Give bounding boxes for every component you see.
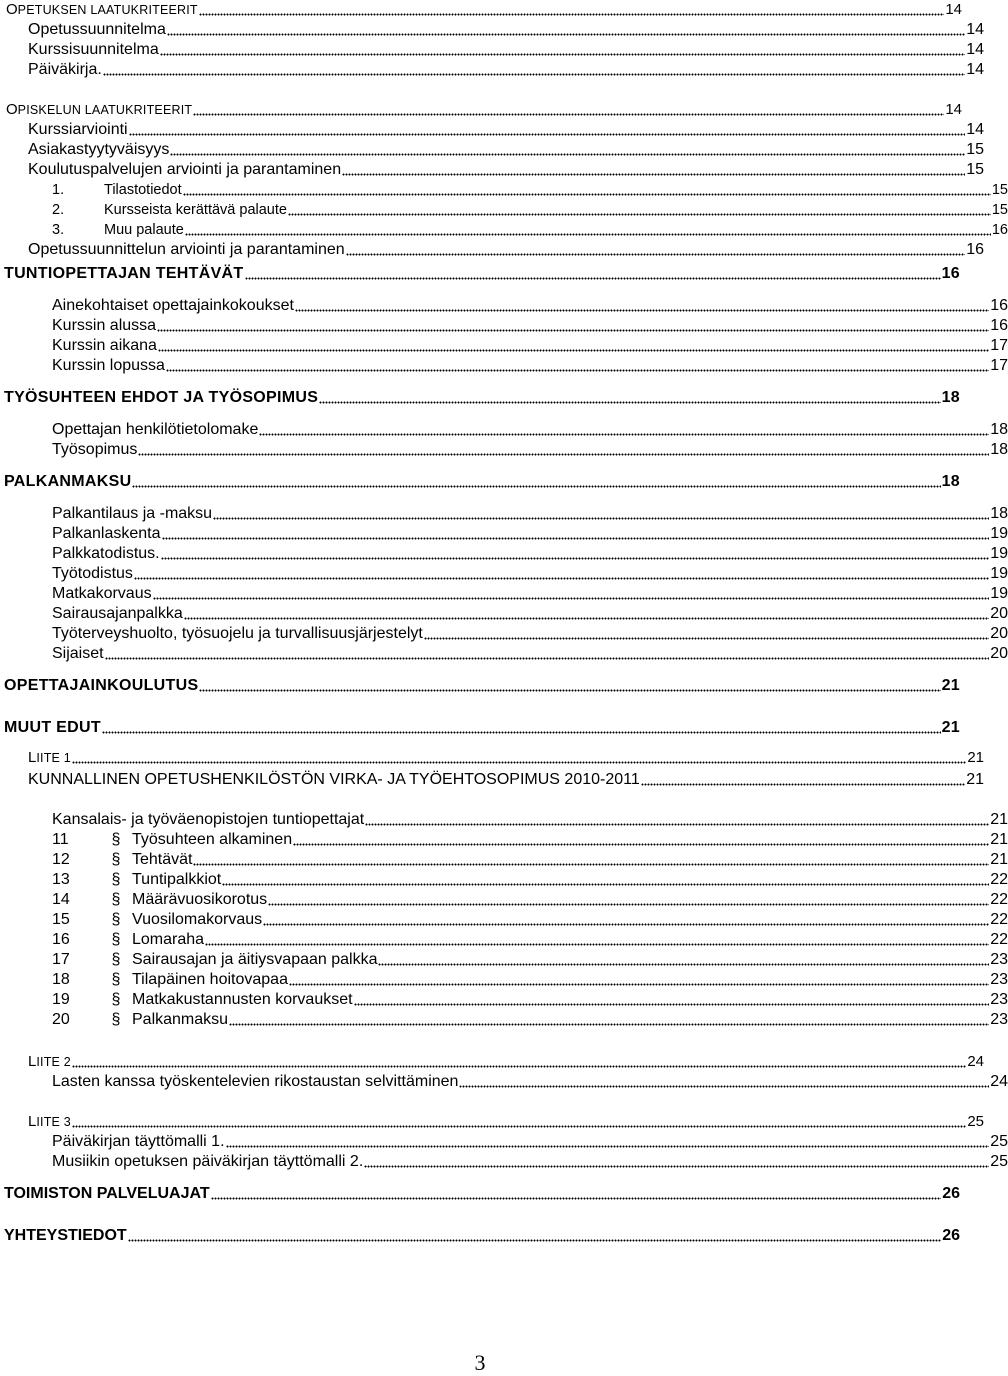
toc-entry-title [28,749,71,767]
dot-leader [424,626,989,640]
toc-page-number: 22 [990,871,1008,888]
toc-page-number: 19 [990,545,1008,562]
toc-entry-number: 14 [52,891,70,908]
toc-entry-number: 16 [52,931,70,948]
toc-entry[interactable] [0,676,960,695]
toc-page-number: 22 [990,891,1008,908]
toc-entry-title [52,831,292,849]
toc-page-number: 16 [991,222,1008,238]
dot-leader [319,390,940,404]
toc-entry-title [52,421,258,439]
toc-entry-title [4,1227,127,1245]
toc-page-number: 14 [966,41,984,58]
toc-entry-text: Kurssin lopussa [52,357,165,374]
toc-entry-title [28,1113,71,1131]
toc-entry-number: 2. [52,202,65,218]
toc-page-number: 15 [966,141,984,158]
toc-page-number: 25 [990,1153,1008,1170]
toc-page-number: 23 [990,971,1008,988]
toc-page-number: 14 [966,121,984,138]
toc-entry[interactable] [0,40,984,59]
toc-page-number: 19 [990,585,1008,602]
toc-page-number: 25 [967,1113,984,1130]
toc-entry[interactable] [0,850,1008,869]
toc-title-rest: PETUKSEN LAATUKRITEERIT [17,3,198,17]
toc-entry-text: Kurssiarviointi [28,121,128,138]
toc-entry-title [52,505,212,523]
toc-entry-text: Opetussuunnittelun arviointi ja parantaminen [28,241,345,258]
toc-entry[interactable] [0,830,1008,849]
toc-entry-text: Kursseista kerättävä palaute [104,202,287,218]
toc-entry-title [28,141,169,159]
toc-entry-title [4,719,101,737]
dot-leader [211,1186,942,1200]
toc-page-number: 21 [941,677,960,694]
dot-leader [128,1228,942,1242]
toc-entry[interactable] [0,1152,1008,1171]
toc-entry-title [4,1185,210,1203]
dot-leader [103,62,965,76]
toc-entry-text: YHTEYSTIEDOT [4,1227,127,1244]
toc-entry[interactable] [0,1132,1008,1151]
toc-entry[interactable] [0,524,1008,543]
toc-entry-text: Sairausajanpalkka [52,605,183,622]
dot-leader [245,266,941,280]
dot-leader [295,298,989,312]
toc-page-number: 21 [941,719,960,736]
toc-entry-text: Sijaiset [52,645,104,662]
toc-entry-text: Musiikin opetuksen päiväkirjan täyttömalli 2. [52,1153,364,1170]
dot-leader [226,1134,990,1148]
toc-page-number: 21 [966,771,984,788]
section-sign: § [111,851,121,868]
toc-entry[interactable] [0,1072,1008,1091]
toc-entry-text: Opettajan henkilötietolomake [52,421,259,438]
toc-entry-text: Sairausajan ja äitiysvapaan palkka [132,951,378,968]
toc-entry-title [52,1133,225,1151]
toc-page-number: 18 [990,505,1008,522]
toc-entry[interactable] [0,1052,984,1071]
dot-leader [263,912,989,926]
toc-page-number: 18 [990,421,1008,438]
section-sign: § [111,831,121,848]
toc-page-number: 21 [990,831,1008,848]
toc-entry[interactable] [0,718,960,737]
toc-entry-title [28,241,345,259]
toc-page-number: 17 [990,337,1008,354]
dot-leader [167,22,965,36]
toc-entry[interactable] [0,950,1008,969]
toc-entry[interactable] [0,420,1008,439]
toc-entry-title [28,21,166,39]
toc-entry-title [52,625,423,643]
toc-entry-text: Asiakastyytyväisyys [28,141,170,158]
toc-entry-title [52,1011,228,1029]
toc-page-number: 16 [990,297,1008,314]
toc-page-number: 19 [990,565,1008,582]
toc-entry-text: Kurssisuunnitelma [28,41,159,58]
toc-entry[interactable] [0,890,1008,909]
toc-title-rest: PISKELUN LAATUKRITEERIT [17,103,193,117]
toc-title-rest: IITE 2 [36,1055,71,1069]
toc-entry-text: Kurssin alussa [52,317,157,334]
toc-page-number: 17 [990,357,1008,374]
dot-leader [354,992,990,1006]
toc-page-number: 23 [990,1011,1008,1028]
toc-entry[interactable] [0,644,1008,663]
dot-leader [72,1114,966,1128]
dot-leader [72,750,966,764]
toc-entry[interactable] [0,544,1008,563]
dot-leader [213,506,989,520]
toc-entry-text: Työtodistus [52,565,133,582]
dot-leader [293,832,989,846]
dot-leader [153,586,990,600]
toc-entry[interactable] [0,240,984,259]
toc-entry-title [52,891,267,909]
toc-entry[interactable] [0,910,1008,929]
section-sign: § [111,1011,121,1028]
toc-title-initial: O [6,101,18,118]
toc-title-rest: IITE 3 [36,1115,71,1129]
page-number: 3 [474,1350,486,1375]
toc-entry[interactable] [0,1226,960,1245]
toc-entry-title [52,297,294,315]
toc-entry[interactable] [0,388,960,407]
toc-entry[interactable] [0,60,984,79]
dot-leader [129,122,966,136]
toc-page-number: 25 [990,1133,1008,1150]
toc-page-number: 21 [967,749,984,766]
toc-entry-text: Määrävuosikorotus [132,891,268,908]
toc-entry-title [52,851,192,869]
toc-entry[interactable] [0,120,984,139]
toc-title-initial: L [28,1113,37,1130]
toc-page-number: 16 [941,265,960,282]
toc-entry[interactable] [0,770,984,789]
toc-page-number: 14 [945,101,962,118]
dot-leader [134,566,989,580]
toc-entry[interactable] [0,624,1008,643]
toc-page-number: 15 [966,161,984,178]
toc-entry-text: Tilastotiedot [104,182,182,198]
toc-entry-text: TUNTIOPETTAJAN TEHTÄVÄT [4,265,244,282]
toc-entry-text: Matkakustannusten korvaukset [132,991,353,1008]
toc-entry[interactable] [0,870,1008,889]
toc-entry[interactable] [0,584,1008,603]
toc-entry-title [28,1053,71,1071]
toc-entry-text: Työsopimus [52,441,138,458]
toc-entry-title [52,605,183,623]
toc-page-number: 15 [991,202,1008,218]
dot-leader [158,338,989,352]
dot-leader [160,42,965,56]
dot-leader [183,182,991,196]
toc-entry-title [52,545,160,563]
toc-entry[interactable] [0,336,1008,355]
toc-page-number: 14 [945,1,962,18]
toc-entry[interactable] [0,970,1008,989]
dot-leader [342,162,965,176]
toc-entry-text: Tehtävät [132,851,193,868]
toc-entry-title [28,41,159,59]
toc-entry[interactable] [0,20,984,39]
toc-entry-text: Päiväkirjan täyttömalli 1. [52,1133,225,1150]
toc-entry-text: Vuosilomakorvaus [132,911,263,928]
toc-entry-title [52,971,288,989]
toc-page-number: 26 [942,1185,960,1202]
toc-entry-text: MUUT EDUT [4,719,101,736]
dot-leader [170,142,965,156]
toc-entry-title [52,317,156,335]
toc-title-initial: O [6,1,18,18]
dot-leader [289,972,989,986]
toc-entry-text: Kurssin aikana [52,337,157,354]
dot-leader [205,932,989,946]
dot-leader [365,812,989,826]
toc-page-number: 24 [990,1073,1008,1090]
toc-page-number: 20 [990,645,1008,662]
toc-page-number: 14 [966,61,984,78]
toc-entry-text: Palkanmaksu [132,1011,229,1028]
toc-entry[interactable] [0,200,1008,219]
dot-leader [268,892,989,906]
toc-title-initial: L [28,1053,37,1070]
toc-entry[interactable] [0,810,1008,829]
toc-entry-title [52,565,133,583]
toc-page-number: 16 [990,317,1008,334]
toc-entry-text: Koulutuspalvelujen arviointi ja parantaminen [28,161,342,178]
section-sign: § [111,951,121,968]
toc-entry-text: Palkantilaus ja -maksu [52,505,213,522]
toc-entry-text: Tilapäinen hoitovapaa [132,971,288,988]
toc-entry-title [52,181,182,199]
toc-entry-number: 11 [52,831,69,848]
toc-page-number: 24 [967,1053,984,1070]
toc-page-number: 20 [990,625,1008,642]
dot-leader [184,606,989,620]
toc-page-number: 19 [990,525,1008,542]
dot-leader [102,720,941,734]
toc-page-number: 15 [991,182,1008,198]
toc-entry-text: PALKANMAKSU [4,473,132,490]
toc-title-initial: L [28,749,37,766]
section-sign: § [111,891,121,908]
dot-leader [105,646,990,660]
toc-entry-text: Matkakorvaus [52,585,152,602]
toc-page-number: 22 [990,911,1008,928]
toc-entry-number: 20 [52,1011,70,1028]
dot-leader [166,358,989,372]
toc-entry-number: 19 [52,991,70,1008]
toc-entry-number: 12 [52,851,70,868]
toc-page-number: 20 [990,605,1008,622]
toc-entry-text: Muu palaute [104,222,184,238]
toc-page-number: 14 [966,21,984,38]
section-sign: § [111,911,121,928]
toc-entry-text: Lasten kanssa työskentelevien rikostaustan selvittäminen [52,1073,459,1090]
dot-leader [193,852,989,866]
toc-entry-text: OPETTAJAINKOULUTUS [4,677,199,694]
toc-page-number: 16 [966,241,984,258]
toc-entry[interactable] [0,930,1008,949]
toc-entry-text: Opetussuunnitelma [28,21,166,38]
toc-entry-title [52,337,157,355]
toc-entry-title [52,357,165,375]
toc-entry-title [52,811,364,829]
toc-entry-text: Ainekohtaiset opettajainkokoukset [52,297,294,314]
toc-entry-title [52,871,221,889]
toc-page-number: 23 [990,951,1008,968]
toc-page-number: 18 [990,441,1008,458]
toc-page-number: 18 [941,389,960,406]
dot-leader [161,546,990,560]
toc-entry-text: Tuntipalkkiot [132,871,222,888]
toc-entry-number: 15 [52,911,70,928]
toc-entry[interactable] [0,1184,960,1203]
toc-entry[interactable] [0,564,1008,583]
toc-title-rest: IITE 1 [36,751,71,765]
toc-entry-title [6,1,198,19]
toc-entry[interactable] [0,100,962,119]
toc-page-number: 21 [990,851,1008,868]
dot-leader [364,1154,989,1168]
toc-entry[interactable] [0,296,1008,315]
dot-leader [138,442,989,456]
toc-entry-title [4,389,318,407]
section-sign: § [111,971,121,988]
toc-entry[interactable] [0,1112,984,1131]
toc-entry[interactable] [0,220,1008,239]
toc-entry-title [4,677,198,695]
dot-leader [459,1074,989,1088]
dot-leader [132,474,940,488]
dot-leader [185,222,991,236]
toc-entry-title [28,121,128,139]
toc-entry-title [52,1153,363,1171]
toc-entry-text: Työterveyshuolto, työsuojelu ja turvallisuusjärjestelyt [52,625,423,642]
toc-entry[interactable] [0,356,1008,375]
toc-entry-title [52,441,137,459]
dot-leader [288,202,991,216]
toc-entry-title [52,585,152,603]
dot-leader [222,872,989,886]
toc-entry-title [28,161,341,179]
toc-entry[interactable] [0,504,1008,523]
toc-entry-text: Palkanlaskenta [52,525,161,542]
toc-entry-title [52,221,184,239]
toc-entry-text: TOIMISTON PALVELUAJAT [4,1185,210,1202]
toc-entry-title [28,61,102,79]
dot-leader [346,242,966,256]
toc-entry-title [52,911,262,929]
toc-entry-title [52,525,161,543]
toc-entry-title [52,931,204,949]
dot-leader [72,1054,966,1068]
toc-entry-text: Päiväkirja. [28,61,102,78]
toc-entry-title [52,645,104,663]
section-sign: § [111,931,121,948]
toc-entry[interactable] [0,140,984,159]
toc-entry[interactable] [0,440,1008,459]
toc-entry-title [52,201,287,219]
toc-entry-text: Työsuhteen alkaminen [132,831,293,848]
toc-entry-text: Palkkatodistus. [52,545,160,562]
toc-entry[interactable] [0,472,960,491]
toc-entry-text: Lomaraha [132,931,205,948]
toc-page-number: 26 [942,1227,960,1244]
toc-entry[interactable] [0,1010,1008,1029]
dot-leader [199,2,945,16]
toc-entry-number: 13 [52,871,70,888]
toc-entry-title [4,265,244,283]
toc-entry-text: KUNNALLINEN OPETUSHENKILÖSTÖN VIRKA- JA TYÖEHTOSOPIMUS 2010-2011 [28,771,640,788]
toc-page-number: 18 [941,473,960,490]
toc-entry-title [52,951,377,969]
toc-entry-number: 3. [52,222,65,238]
dot-leader [199,678,940,692]
toc-entry[interactable] [0,0,962,19]
dot-leader [229,1012,989,1026]
toc-entry-title [52,1073,458,1091]
toc-page-number: 23 [990,991,1008,1008]
toc-entry[interactable] [0,990,1008,1009]
toc-entry-title [4,473,131,491]
toc-entry[interactable] [0,316,1008,335]
toc-page-number: 22 [990,931,1008,948]
dot-leader [157,318,989,332]
section-sign: § [111,871,121,888]
toc-entry[interactable] [0,160,984,179]
toc-entry[interactable] [0,180,1008,199]
toc-entry-title [52,991,353,1009]
toc-entry-number: 17 [52,951,70,968]
dot-leader [378,952,989,966]
toc-entry-number: 18 [52,971,70,988]
toc-entry[interactable] [0,604,1008,623]
toc-entry-text: TYÖSUHTEEN EHDOT JA TYÖSOPIMUS [4,389,319,406]
section-sign: § [111,991,121,1008]
toc-entry-number: 1. [52,182,65,198]
dot-leader [641,772,965,786]
toc-entry[interactable] [0,264,960,283]
toc-entry-title [28,771,640,789]
dot-leader [162,526,990,540]
toc-page-number: 21 [990,811,1008,828]
toc-entry-text: Kansalais- ja työväenopistojen tuntiopettajat [52,811,365,828]
toc-entry-title [6,101,192,119]
dot-leader [193,102,944,116]
toc-entry[interactable] [0,748,984,767]
dot-leader [259,422,989,436]
